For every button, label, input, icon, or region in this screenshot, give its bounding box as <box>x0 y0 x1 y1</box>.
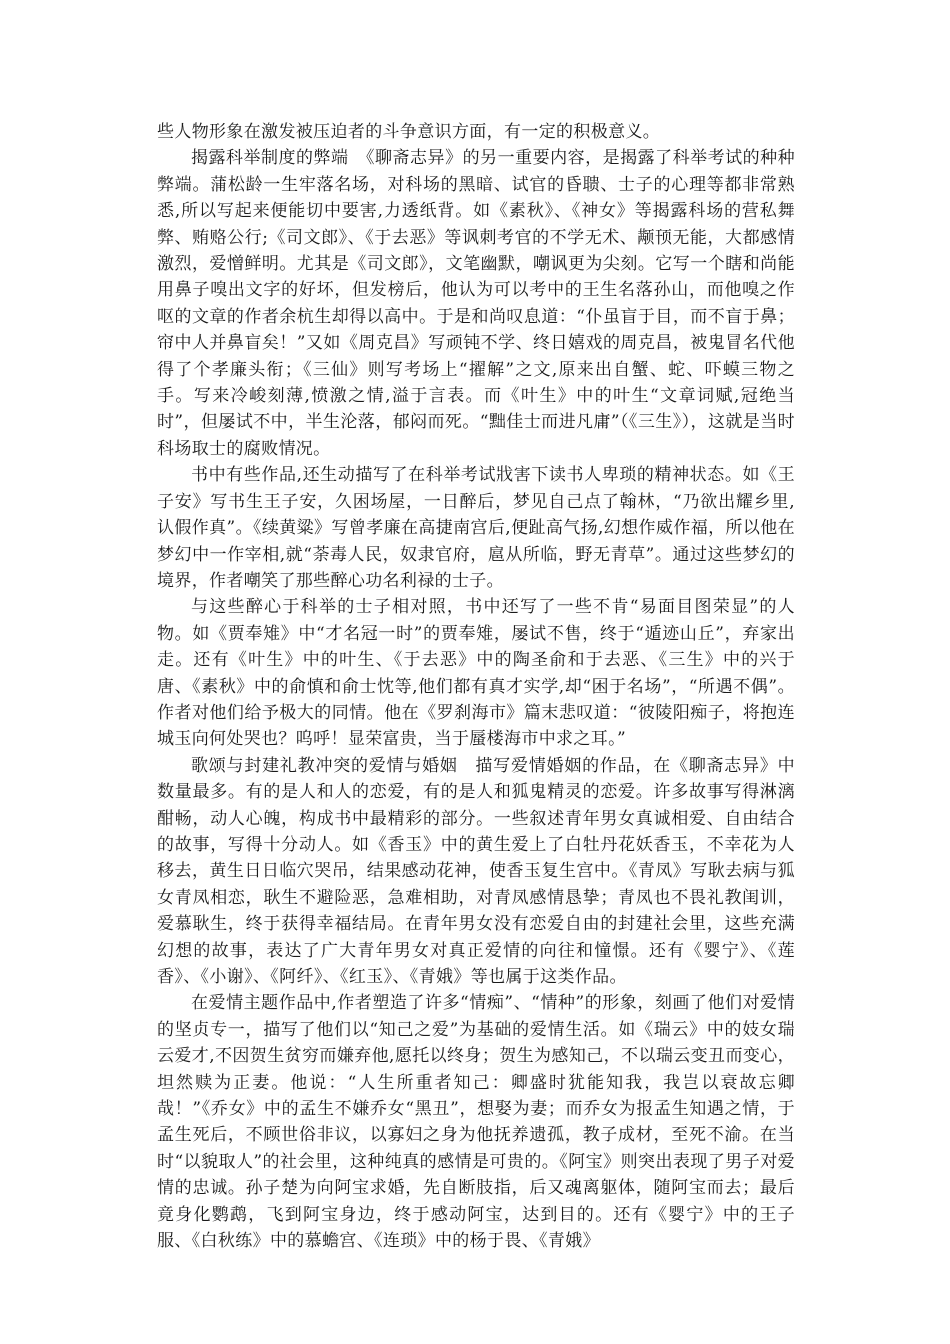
paragraph-2: 揭露科举制度的弊端 《聊斋志异》的另一重要内容，是揭露了科举考试的种种弊端。蒲松龄一生牢落名场，对科场的黑暗、试官的昏聩、士子的心理等都非常熟悉,所以写起来便能切中要害,力透纸背。如《素秋》、《神女》等揭露科场的营私舞弊、贿赂公行;《司文郎》、《于去恶》等讽刺考官的不学无术、颟顸无能，大都感情激烈，爱憎鲜明。尤其是《司文郎》，文笔幽默，嘲讽更为尖刻。它写一个瞎和尚能用鼻子嗅出文字的好坏，但发榜后，他认为可以考中的王生名落孙山，而他嗅之作呕的文章的作者余杭生却得以高中。于是和尚叹息道：“仆虽盲于目，而不盲于鼻；帘中人并鼻盲矣！”又如《周克昌》写顽钝不学、终日嬉戏的周克昌，被鬼冒名代他得了个孝廉头衔；《三仙》则写考场上“擢解”之文,原来出自蟹、蛇、吓蟆三物之手。写来冷峻刻薄,愤激之情,溢于言表。而《叶生》中的叶生“文章词赋,冠绝当时”，但屡试不中，半生沦落，郁闷而死。“黜佳士而进凡庸”（《三生》），这就是当时科场取士的腐败情况。 <box>157 148 795 459</box>
paragraph-3: 书中有些作品,还生动描写了在科举考试戕害下读书人卑琐的精神状态。如《王子安》写书生王子安，久困场屋，一日醉后，梦见自己点了翰林，“乃欲出耀乡里,认假作真”。《续黄粱》写曾孝廉在高捷南宫后,便趾高气扬,幻想作威作福，所以他在梦幻中一作宰相,就“荼毒人民，奴隶官府，扈从所临，野无青草”。通过这些梦幻的境界，作者嘲笑了那些醉心功名利禄的士子。 <box>157 465 795 591</box>
paragraph-1: 些人物形象在激发被压迫者的斗争意识方面，有一定的积极意义。 <box>157 122 661 142</box>
paragraph-4: 与这些醉心于科举的士子相对照，书中还写了一些不肯“易面目图荣显”的人物。如《贾奉雉》中“才名冠一时”的贾奉雉，屡试不售，终于“遁迹山丘”，弃家出走。还有《叶生》中的叶生、《于去恶》中的陶圣俞和于去恶、《三生》中的兴于唐、《素秋》中的俞慎和俞士忱等,他们都有真才实学,却“困于名场”，“所遇不偶”。作者对他们给予极大的同情。他在《罗刹海市》篇末悲叹道：“彼陵阳痴子，将抱连城玉向何处哭也？呜呼！显荣富贵，当于蜃楼海市中求之耳。” <box>157 597 795 750</box>
paragraph-6: 在爱情主题作品中,作者塑造了许多“情痴”、“情种”的形象，刻画了他们对爱情的坚贞专一，描写了他们以“知己之爱”为基础的爱情生活。如《瑞云》中的妓女瑞云爱才,不因贺生贫穷而嫌弃他,愿托以终身；贺生为感知己，不以瑞云变丑而变心，坦然赎为正妻。他说：“人生所重者知己：卿盛时犹能知我，我岂以衰故忘卿哉！”《乔女》中的孟生不嫌乔女“黑丑”，想娶为妻；而乔女为报孟生知遇之情，于孟生死后，不顾世俗非议，以寡妇之身为他抚养遗孤，教子成材，至死不渝。在当时“以貌取人”的社会里，这种纯真的感情是可贵的。《阿宝》则突出表现了男子对爱情的忠诚。孙子楚为向阿宝求婚，先自断肢指，后又魂离躯体，随阿宝而去；最后竟身化鹦鹉，飞到阿宝身边，终于感动阿宝，达到目的。还有《婴宁》中的王子服、《白秋练》中的慕蟾宫、《连琐》中的杨于畏、《青娥》 <box>157 993 795 1252</box>
paragraph-5: 歌颂与封建礼教冲突的爱情与婚姻 描写爱情婚姻的作品，在《聊斋志异》中数量最多。有的是人和人的恋爱，有的是人和狐鬼精灵的恋爱。许多故事写得淋漓酣畅，动人心魄，构成书中最精彩的部分。一些叙述青年男女真诚相爱、自由结合的故事，写得十分动人。如《香玉》中的黄生爱上了白牡丹花妖香玉，不幸花为人移去，黄生日日临穴哭吊，结果感动花神，使香玉复生宫中。《青凤》写耿去病与狐女青凤相恋，耿生不避险恶，急难相助，对青凤感情恳挚；青凤也不畏礼教闺训，爱慕耿生，终于获得幸福结局。在青年男女没有恋爱自由的封建社会里，这些充满幻想的故事，表达了广大青年男女对真正爱情的向往和憧憬。还有《婴宁》、《莲香》、《小谢》、《阿纤》、《红玉》、《青娥》等也属于这类作品。 <box>157 755 795 987</box>
document-page <box>157 119 795 1254</box>
